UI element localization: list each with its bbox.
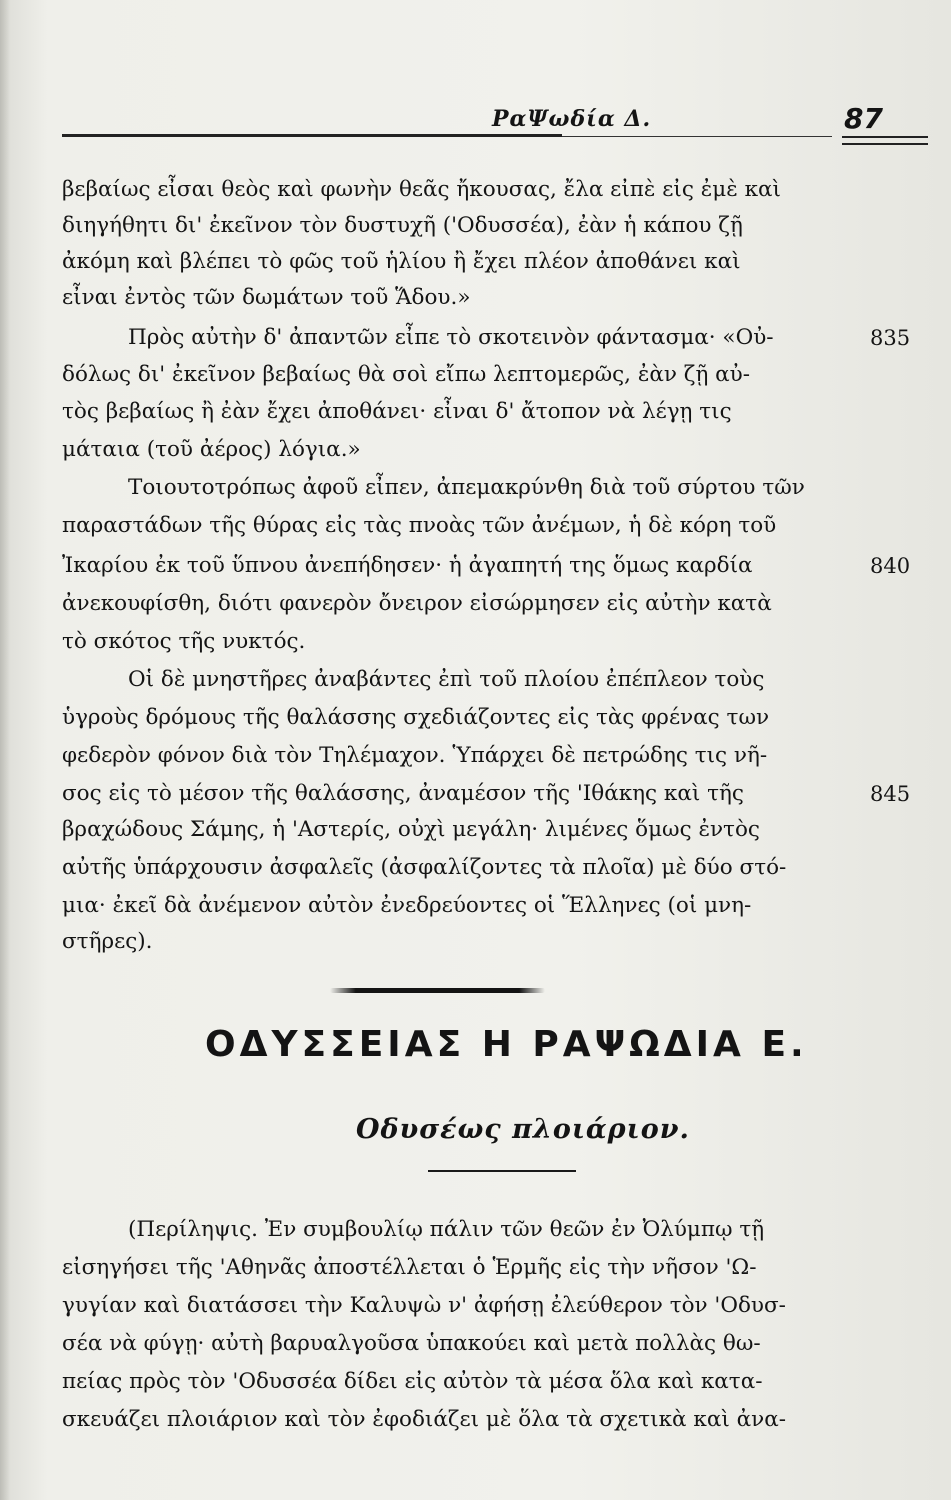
page-shadow-edge: [0, 0, 10, 1500]
text-line: τὸς βεβαίως ἢ ἐὰν ἔχει ἀποθάνει· εἶναι δ' ἄτοπον νὰ λέγῃ τις: [62, 399, 732, 424]
folio-rule: [842, 136, 928, 145]
text-line: ὑγροὺς δρόμους τῆς θαλάσσης σχεδιάζοντες εἰς τὰς φρένας των: [62, 705, 770, 730]
section-title: ΟΔΥΣΣΕΙΑΣ Η ΡΑΨΩΔΙΑ Ε.: [205, 1024, 808, 1065]
text-line: στῆρες).: [62, 929, 153, 954]
text-line: βεβαίως εἶσαι θεὸς καὶ φωνὴν θεᾶς ἤκουσας, ἔλα εἰπὲ εἰς ἐμὲ καὶ: [62, 177, 781, 202]
header-rule-left: [62, 134, 562, 137]
section-subtitle: Οδυσέως πλοιάριον.: [356, 1114, 690, 1145]
summary-line: εἰσηγήσει τῆς 'Αθηνᾶς ἀποστέλλεται ὁ Ἑρμῆς εἰς τὴν νῆσον 'Ω-: [62, 1255, 757, 1280]
text-line: Πρὸς αὐτὴν δ' ἀπαντῶν εἶπε τὸ σκοτεινὸν φάντασμα· «Οὐ-: [128, 325, 774, 350]
text-line: μάταια (τοῦ ἀέρος) λόγια.»: [62, 437, 361, 462]
text-line: Οἱ δὲ μνηστῆρες ἀναβάντες ἐπὶ τοῦ πλοίου ἐπέπλεον τοὺς: [128, 667, 765, 692]
text-line: εἶναι ἐντὸς τῶν δωμάτων τοῦ Ἅδου.»: [62, 285, 471, 310]
text-line: τὸ σκότος τῆς νυκτός.: [62, 629, 306, 654]
text-line: αὐτῆς ὑπάρχουσιν ἀσφαλεῖς (ἀσφαλίζοντες τὰ πλοῖα) μὲ δύο στό-: [62, 855, 787, 880]
text-line: Ἰκαρίου ἐκ τοῦ ὕπνου ἀνεπήδησεν· ἡ ἀγαπητή της ὅμως καρδία: [62, 553, 753, 578]
text-line: μια· ἐκεῖ δὰ ἀνέμενον αὐτὸν ἐνεδρεύοντες οἱ Ἕλληνες (οἱ μνη-: [62, 893, 752, 918]
summary-line: σέα νὰ φύγῃ· αὐτὴ βαρυαλγοῦσα ὑπακούει καὶ μετὰ πολλὰς θω-: [62, 1331, 761, 1356]
text-line: ἀκόμη καὶ βλέπει τὸ φῶς τοῦ ἡλίου ἢ ἔχει πλέον ἀποθάνει καὶ: [62, 249, 741, 274]
summary-line: πείας πρὸς τὸν 'Οδυσσέα δίδει εἰς αὐτὸν τὰ μέσα ὅλα καὶ κατα-: [62, 1369, 763, 1394]
verse-number: 840: [870, 554, 911, 578]
verse-number: 845: [870, 782, 911, 806]
text-line: διηγήθητι δι' ἐκεῖνον τὸν δυστυχῆ ('Οδυσσέα), ἐὰν ἡ κάπου ζῇ: [62, 213, 743, 238]
text-line: βραχώδους Σάμης, ἡ 'Αστερίς, οὐχὶ μεγάλη· λιμένες ὅμως ἐντὸς: [62, 817, 760, 842]
text-line: φεδερὸν φόνον διὰ τὸν Τηλέμαχον. Ὑπάρχει δὲ πετρώδης τις νῆ-: [62, 743, 768, 768]
verse-number: 835: [870, 326, 911, 350]
page-number: 87: [844, 102, 883, 135]
page-header: [52, 100, 928, 150]
header-rule-right: [562, 136, 832, 137]
summary-line: σκευάζει πλοιάριον καὶ τὸν ἐφοδιάζει μὲ ὅλα τὰ σχετικὰ καὶ ἀνα-: [62, 1407, 786, 1432]
text-line: Τοιουτοτρόπως ἀφοῦ εἶπεν, ἀπεμακρύνθη διὰ τοῦ σύρτου τῶν: [128, 475, 805, 500]
section-divider: [330, 988, 545, 993]
text-line: δόλως δι' ἐκεῖνον βεβαίως θὰ σοὶ εἴπω λεπτομερῶς, ἐὰν ζῇ αὐ-: [62, 362, 751, 387]
subtitle-divider: [428, 1170, 576, 1172]
text-line: ἀνεκουφίσθη, διότι φανερὸν ὄνειρον εἰσώρμησεν εἰς αὐτὴν κατὰ: [62, 591, 772, 616]
text-line: παραστάδων τῆς θύρας εἰς τὰς πνοὰς τῶν ἀνέμων, ἡ δὲ κόρη τοῦ: [62, 513, 777, 538]
running-head: ΡαΨωδία Δ.: [492, 106, 652, 132]
summary-line: γυγίαν καὶ διατάσσει τὴν Καλυψὼ ν' ἀφήσῃ ἐλεύθερον τὸν 'Οδυσ-: [62, 1293, 786, 1318]
summary-line: (Περίληψις. Ἐν συμβουλίῳ πάλιν τῶν θεῶν ἐν Ὀλύμπῳ τῇ: [128, 1217, 765, 1242]
text-line: σος εἰς τὸ μέσον τῆς θαλάσσης, ἀναμέσον τῆς 'Ιθάκης καὶ τῆς: [62, 781, 744, 806]
